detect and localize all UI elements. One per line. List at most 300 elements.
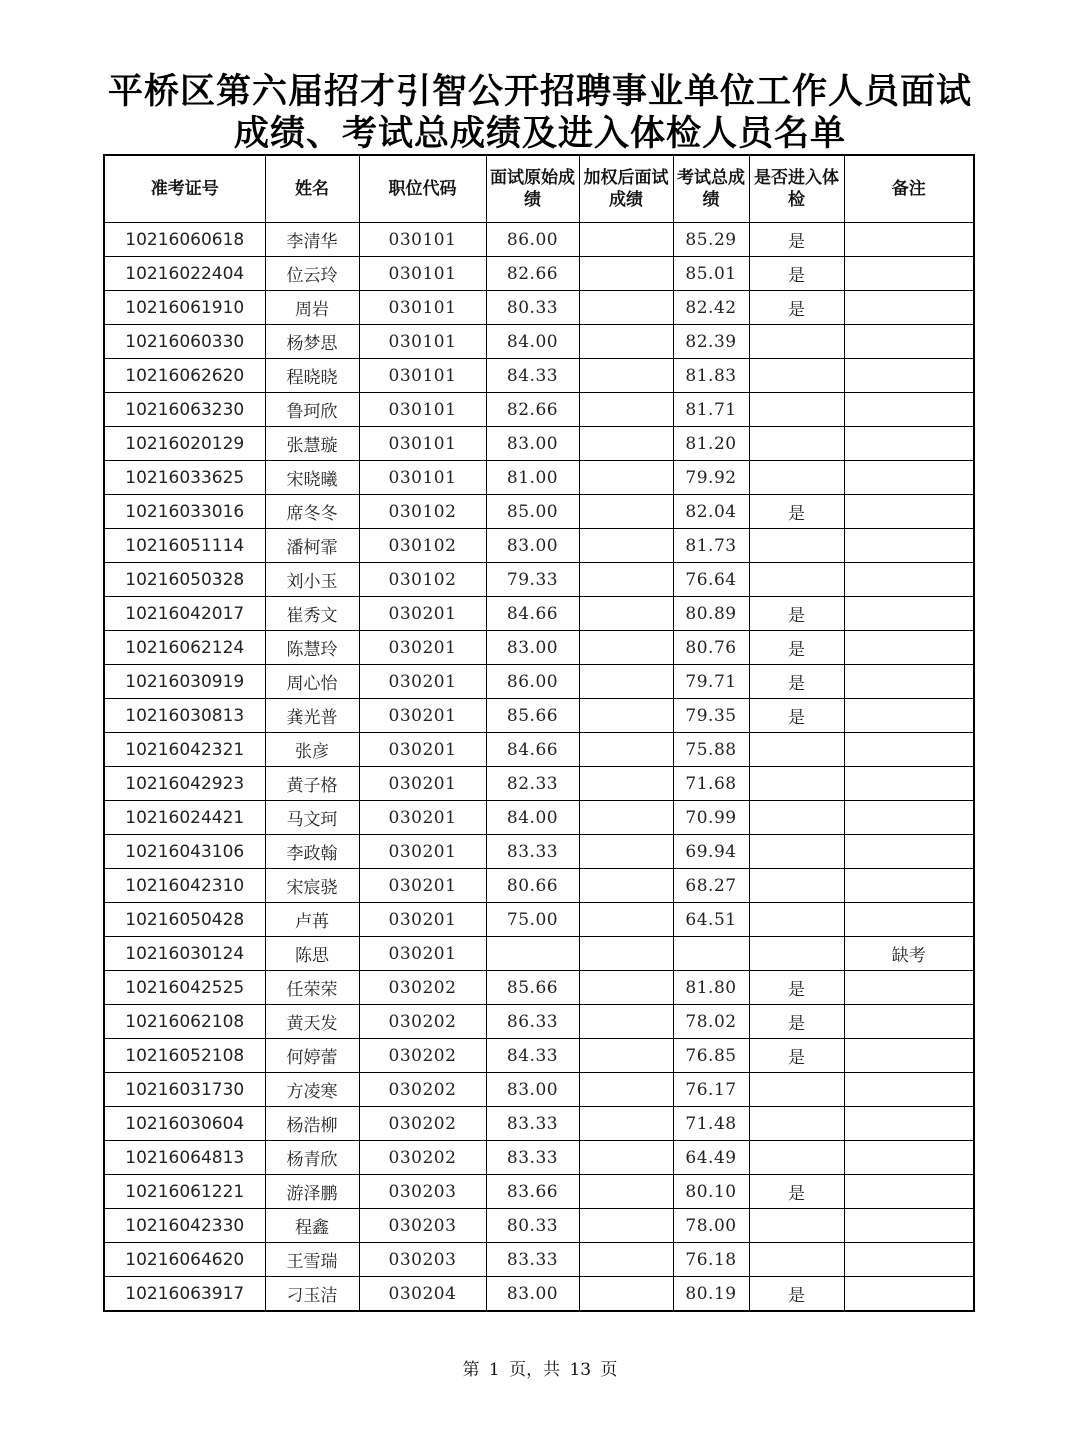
total-score-cell: 82.39: [673, 325, 749, 359]
total-score-cell: 76.18: [673, 1243, 749, 1277]
position-code-cell: 030102: [359, 529, 486, 563]
physical-exam-cell: [749, 1209, 844, 1243]
total-score-cell: 79.35: [673, 699, 749, 733]
physical-exam-cell: [749, 903, 844, 937]
physical-exam-cell: 是: [749, 631, 844, 665]
total-score-cell: 78.00: [673, 1209, 749, 1243]
interview-raw-score-cell: 79.33: [486, 563, 579, 597]
table-row: [104, 767, 974, 801]
position-code-cell: 030204: [359, 1277, 486, 1312]
remark-cell: [844, 291, 974, 325]
name-cell: 陈思: [265, 937, 359, 971]
total-score-cell: 85.01: [673, 257, 749, 291]
interview-raw-score-cell: 84.00: [486, 801, 579, 835]
remark-cell: [844, 767, 974, 801]
physical-exam-cell: [749, 461, 844, 495]
name-cell: 位云玲: [265, 257, 359, 291]
remark-cell: [844, 801, 974, 835]
header-physical-exam: 是否进入体检: [749, 155, 844, 223]
weighted-score-cell: [579, 1243, 673, 1277]
exam-id-cell: 10216020129: [104, 427, 265, 461]
exam-id-cell: 10216052108: [104, 1039, 265, 1073]
position-code-cell: 030202: [359, 1141, 486, 1175]
remark-cell: [844, 699, 974, 733]
remark-cell: [844, 631, 974, 665]
name-cell: 马文珂: [265, 801, 359, 835]
remark-cell: [844, 1107, 974, 1141]
remark-cell: [844, 359, 974, 393]
exam-id-cell: 10216042017: [104, 597, 265, 631]
physical-exam-cell: [749, 1243, 844, 1277]
name-cell: 陈慧玲: [265, 631, 359, 665]
position-code-cell: 030102: [359, 495, 486, 529]
physical-exam-cell: 是: [749, 257, 844, 291]
total-score-cell: 70.99: [673, 801, 749, 835]
exam-id-cell: 10216051114: [104, 529, 265, 563]
remark-cell: [844, 1243, 974, 1277]
table-row: [104, 733, 974, 767]
exam-id-cell: 10216042321: [104, 733, 265, 767]
interview-raw-score-cell: 82.66: [486, 393, 579, 427]
table-row: [104, 257, 974, 291]
table-row: [104, 427, 974, 461]
weighted-score-cell: [579, 971, 673, 1005]
position-code-cell: 030203: [359, 1175, 486, 1209]
exam-id-cell: 10216050328: [104, 563, 265, 597]
weighted-score-cell: [579, 903, 673, 937]
remark-cell: [844, 1073, 974, 1107]
remark-cell: [844, 495, 974, 529]
total-score-cell: 71.68: [673, 767, 749, 801]
interview-raw-score-cell: 86.33: [486, 1005, 579, 1039]
remark-cell: [844, 971, 974, 1005]
exam-id-cell: 10216042525: [104, 971, 265, 1005]
exam-id-cell: 10216033625: [104, 461, 265, 495]
header-weighted-interview-score: 加权后面试成绩: [579, 155, 673, 223]
exam-id-cell: 10216030919: [104, 665, 265, 699]
name-cell: 周岩: [265, 291, 359, 325]
weighted-score-cell: [579, 1107, 673, 1141]
header-exam-id: 准考证号: [104, 155, 265, 223]
interview-raw-score-cell: 84.00: [486, 325, 579, 359]
interview-raw-score-cell: 83.33: [486, 1107, 579, 1141]
total-score-cell: [673, 937, 749, 971]
total-score-cell: 71.48: [673, 1107, 749, 1141]
name-cell: 宋晓曦: [265, 461, 359, 495]
name-cell: 李政翰: [265, 835, 359, 869]
position-code-cell: 030201: [359, 699, 486, 733]
physical-exam-cell: [749, 1073, 844, 1107]
table-row: [104, 597, 974, 631]
weighted-score-cell: [579, 699, 673, 733]
weighted-score-cell: [579, 835, 673, 869]
table-row: [104, 631, 974, 665]
position-code-cell: 030203: [359, 1209, 486, 1243]
exam-id-cell: 10216024421: [104, 801, 265, 835]
table-row: [104, 1107, 974, 1141]
total-score-cell: 76.85: [673, 1039, 749, 1073]
weighted-score-cell: [579, 869, 673, 903]
name-cell: 游泽鹏: [265, 1175, 359, 1209]
interview-raw-score-cell: 83.00: [486, 427, 579, 461]
physical-exam-cell: [749, 1141, 844, 1175]
name-cell: 龚光普: [265, 699, 359, 733]
exam-id-cell: 10216031730: [104, 1073, 265, 1107]
total-score-cell: 81.83: [673, 359, 749, 393]
remark-cell: 缺考: [844, 937, 974, 971]
physical-exam-cell: 是: [749, 1039, 844, 1073]
position-code-cell: 030101: [359, 325, 486, 359]
interview-raw-score-cell: 85.66: [486, 699, 579, 733]
weighted-score-cell: [579, 631, 673, 665]
weighted-score-cell: [579, 291, 673, 325]
weighted-score-cell: [579, 223, 673, 257]
position-code-cell: 030202: [359, 1107, 486, 1141]
position-code-cell: 030101: [359, 257, 486, 291]
interview-raw-score-cell: 80.33: [486, 1209, 579, 1243]
exam-id-cell: 10216061221: [104, 1175, 265, 1209]
name-cell: 黄子格: [265, 767, 359, 801]
name-cell: 王雪瑞: [265, 1243, 359, 1277]
name-cell: 鲁珂欣: [265, 393, 359, 427]
physical-exam-cell: [749, 529, 844, 563]
name-cell: 刁玉洁: [265, 1277, 359, 1312]
interview-raw-score-cell: 86.00: [486, 223, 579, 257]
physical-exam-cell: [749, 325, 844, 359]
total-score-cell: 85.29: [673, 223, 749, 257]
exam-id-cell: 10216064620: [104, 1243, 265, 1277]
table-row: [104, 563, 974, 597]
name-cell: 黄天发: [265, 1005, 359, 1039]
total-score-cell: 69.94: [673, 835, 749, 869]
weighted-score-cell: [579, 1277, 673, 1312]
name-cell: 周心怡: [265, 665, 359, 699]
position-code-cell: 030201: [359, 801, 486, 835]
interview-raw-score-cell: 75.00: [486, 903, 579, 937]
exam-id-cell: 10216033016: [104, 495, 265, 529]
name-cell: 杨青欣: [265, 1141, 359, 1175]
position-code-cell: 030101: [359, 461, 486, 495]
total-score-cell: 75.88: [673, 733, 749, 767]
exam-id-cell: 10216062108: [104, 1005, 265, 1039]
remark-cell: [844, 1039, 974, 1073]
total-score-cell: 82.04: [673, 495, 749, 529]
physical-exam-cell: [749, 937, 844, 971]
name-cell: 席冬冬: [265, 495, 359, 529]
name-cell: 方凌寒: [265, 1073, 359, 1107]
total-score-cell: 78.02: [673, 1005, 749, 1039]
position-code-cell: 030201: [359, 597, 486, 631]
position-code-cell: 030102: [359, 563, 486, 597]
name-cell: 杨浩柳: [265, 1107, 359, 1141]
physical-exam-cell: [749, 767, 844, 801]
position-code-cell: 030202: [359, 1073, 486, 1107]
position-code-cell: 030203: [359, 1243, 486, 1277]
name-cell: 杨梦思: [265, 325, 359, 359]
position-code-cell: 030101: [359, 427, 486, 461]
weighted-score-cell: [579, 767, 673, 801]
physical-exam-cell: [749, 563, 844, 597]
weighted-score-cell: [579, 1209, 673, 1243]
table-row: [104, 1243, 974, 1277]
total-score-cell: 81.71: [673, 393, 749, 427]
name-cell: 任荣荣: [265, 971, 359, 1005]
interview-raw-score-cell: 85.00: [486, 495, 579, 529]
remark-cell: [844, 257, 974, 291]
interview-raw-score-cell: 84.33: [486, 359, 579, 393]
physical-exam-cell: [749, 1107, 844, 1141]
interview-raw-score-cell: 81.00: [486, 461, 579, 495]
position-code-cell: 030101: [359, 359, 486, 393]
interview-raw-score-cell: 83.33: [486, 835, 579, 869]
total-score-cell: 82.42: [673, 291, 749, 325]
header-total-score: 考试总成绩: [673, 155, 749, 223]
position-code-cell: 030202: [359, 1039, 486, 1073]
physical-exam-cell: [749, 835, 844, 869]
physical-exam-cell: [749, 869, 844, 903]
interview-raw-score-cell: 83.66: [486, 1175, 579, 1209]
position-code-cell: 030202: [359, 971, 486, 1005]
weighted-score-cell: [579, 359, 673, 393]
interview-raw-score-cell: 83.00: [486, 1073, 579, 1107]
remark-cell: [844, 903, 974, 937]
physical-exam-cell: 是: [749, 223, 844, 257]
interview-raw-score-cell: 80.66: [486, 869, 579, 903]
weighted-score-cell: [579, 1141, 673, 1175]
total-score-cell: 80.19: [673, 1277, 749, 1312]
total-score-cell: 79.71: [673, 665, 749, 699]
physical-exam-cell: 是: [749, 1175, 844, 1209]
remark-cell: [844, 223, 974, 257]
exam-id-cell: 10216063917: [104, 1277, 265, 1312]
remark-cell: [844, 563, 974, 597]
position-code-cell: 030101: [359, 393, 486, 427]
exam-id-cell: 10216060618: [104, 223, 265, 257]
name-cell: 李清华: [265, 223, 359, 257]
table-row: [104, 801, 974, 835]
physical-exam-cell: [749, 427, 844, 461]
table-row: [104, 665, 974, 699]
position-code-cell: 030201: [359, 835, 486, 869]
weighted-score-cell: [579, 325, 673, 359]
exam-id-cell: 10216030813: [104, 699, 265, 733]
weighted-score-cell: [579, 733, 673, 767]
physical-exam-cell: 是: [749, 699, 844, 733]
exam-id-cell: 10216061910: [104, 291, 265, 325]
table-row: [104, 495, 974, 529]
remark-cell: [844, 1209, 974, 1243]
table-row: [104, 1039, 974, 1073]
position-code-cell: 030201: [359, 665, 486, 699]
total-score-cell: 80.89: [673, 597, 749, 631]
interview-raw-score-cell: 83.33: [486, 1243, 579, 1277]
weighted-score-cell: [579, 427, 673, 461]
table-row: [104, 291, 974, 325]
exam-id-cell: 10216030124: [104, 937, 265, 971]
remark-cell: [844, 1175, 974, 1209]
interview-raw-score-cell: 83.00: [486, 631, 579, 665]
exam-id-cell: 10216050428: [104, 903, 265, 937]
physical-exam-cell: 是: [749, 1277, 844, 1312]
interview-raw-score-cell: 83.00: [486, 1277, 579, 1312]
weighted-score-cell: [579, 461, 673, 495]
interview-raw-score-cell: 85.66: [486, 971, 579, 1005]
name-cell: 张慧璇: [265, 427, 359, 461]
remark-cell: [844, 427, 974, 461]
table-row: [104, 937, 974, 971]
table-row: [104, 1209, 974, 1243]
weighted-score-cell: [579, 1073, 673, 1107]
position-code-cell: 030201: [359, 767, 486, 801]
position-code-cell: 030201: [359, 869, 486, 903]
table-row: [104, 359, 974, 393]
physical-exam-cell: [749, 359, 844, 393]
interview-raw-score-cell: 83.00: [486, 529, 579, 563]
remark-cell: [844, 665, 974, 699]
page-number: 第 1 页，共 13 页: [462, 1360, 618, 1380]
name-cell: 宋宸骁: [265, 869, 359, 903]
table-row: [104, 699, 974, 733]
table-row: [104, 1005, 974, 1039]
total-score-cell: 64.51: [673, 903, 749, 937]
total-score-cell: 81.73: [673, 529, 749, 563]
position-code-cell: 030202: [359, 1005, 486, 1039]
name-cell: 崔秀文: [265, 597, 359, 631]
position-code-cell: 030201: [359, 733, 486, 767]
table-row: [104, 1277, 974, 1312]
remark-cell: [844, 835, 974, 869]
header-name: 姓名: [265, 155, 359, 223]
weighted-score-cell: [579, 665, 673, 699]
name-cell: 刘小玉: [265, 563, 359, 597]
position-code-cell: 030201: [359, 937, 486, 971]
remark-cell: [844, 733, 974, 767]
table-row: [104, 325, 974, 359]
name-cell: 程鑫: [265, 1209, 359, 1243]
interview-raw-score-cell: 84.66: [486, 597, 579, 631]
physical-exam-cell: [749, 393, 844, 427]
name-cell: 程晓晓: [265, 359, 359, 393]
header-remark: 备注: [844, 155, 974, 223]
interview-raw-score-cell: 84.66: [486, 733, 579, 767]
interview-raw-score-cell: 82.33: [486, 767, 579, 801]
exam-id-cell: 10216064813: [104, 1141, 265, 1175]
remark-cell: [844, 325, 974, 359]
table-row: [104, 529, 974, 563]
remark-cell: [844, 1277, 974, 1312]
total-score-cell: 80.10: [673, 1175, 749, 1209]
exam-id-cell: 10216062124: [104, 631, 265, 665]
table-row: [104, 393, 974, 427]
weighted-score-cell: [579, 529, 673, 563]
physical-exam-cell: 是: [749, 291, 844, 325]
total-score-cell: 79.92: [673, 461, 749, 495]
table-row: [104, 869, 974, 903]
total-score-cell: 64.49: [673, 1141, 749, 1175]
name-cell: 张彦: [265, 733, 359, 767]
position-code-cell: 030201: [359, 631, 486, 665]
weighted-score-cell: [579, 495, 673, 529]
header-position-code: 职位代码: [359, 155, 486, 223]
name-cell: 何婷蕾: [265, 1039, 359, 1073]
position-code-cell: 030201: [359, 903, 486, 937]
interview-raw-score-cell: 86.00: [486, 665, 579, 699]
results-table: [103, 154, 975, 1312]
header-interview-raw-score: 面试原始成绩: [486, 155, 579, 223]
total-score-cell: 76.17: [673, 1073, 749, 1107]
weighted-score-cell: [579, 393, 673, 427]
physical-exam-cell: [749, 801, 844, 835]
exam-id-cell: 10216063230: [104, 393, 265, 427]
name-cell: 潘柯霏: [265, 529, 359, 563]
weighted-score-cell: [579, 257, 673, 291]
interview-raw-score-cell: 82.66: [486, 257, 579, 291]
table-row: [104, 1175, 974, 1209]
exam-id-cell: 10216060330: [104, 325, 265, 359]
physical-exam-cell: 是: [749, 597, 844, 631]
table-row: [104, 223, 974, 257]
total-score-cell: 81.80: [673, 971, 749, 1005]
table-header-row: [104, 155, 974, 223]
table-body: [104, 223, 974, 1312]
total-score-cell: 76.64: [673, 563, 749, 597]
physical-exam-cell: 是: [749, 665, 844, 699]
physical-exam-cell: 是: [749, 495, 844, 529]
table-row: [104, 903, 974, 937]
weighted-score-cell: [579, 1039, 673, 1073]
exam-id-cell: 10216022404: [104, 257, 265, 291]
interview-raw-score-cell: 80.33: [486, 291, 579, 325]
physical-exam-cell: 是: [749, 1005, 844, 1039]
table-row: [104, 835, 974, 869]
exam-id-cell: 10216030604: [104, 1107, 265, 1141]
document-title-line-1: 平桥区第六届招才引智公开招聘事业单位工作人员面试: [107, 72, 972, 112]
remark-cell: [844, 461, 974, 495]
document-title-line-2: 成绩、考试总成绩及进入体检人员名单: [233, 114, 846, 154]
table-row: [104, 1141, 974, 1175]
weighted-score-cell: [579, 563, 673, 597]
total-score-cell: 68.27: [673, 869, 749, 903]
remark-cell: [844, 1005, 974, 1039]
weighted-score-cell: [579, 937, 673, 971]
exam-id-cell: 10216043106: [104, 835, 265, 869]
table-row: [104, 461, 974, 495]
weighted-score-cell: [579, 801, 673, 835]
table-row: [104, 971, 974, 1005]
total-score-cell: 81.20: [673, 427, 749, 461]
name-cell: 卢苒: [265, 903, 359, 937]
total-score-cell: 80.76: [673, 631, 749, 665]
exam-id-cell: 10216042310: [104, 869, 265, 903]
physical-exam-cell: [749, 733, 844, 767]
position-code-cell: 030101: [359, 291, 486, 325]
remark-cell: [844, 597, 974, 631]
remark-cell: [844, 393, 974, 427]
exam-id-cell: 10216042330: [104, 1209, 265, 1243]
interview-raw-score-cell: 84.33: [486, 1039, 579, 1073]
interview-raw-score-cell: [486, 937, 579, 971]
table-row: [104, 1073, 974, 1107]
weighted-score-cell: [579, 1175, 673, 1209]
physical-exam-cell: 是: [749, 971, 844, 1005]
remark-cell: [844, 1141, 974, 1175]
position-code-cell: 030101: [359, 223, 486, 257]
weighted-score-cell: [579, 597, 673, 631]
weighted-score-cell: [579, 1005, 673, 1039]
exam-id-cell: 10216042923: [104, 767, 265, 801]
interview-raw-score-cell: 83.33: [486, 1141, 579, 1175]
remark-cell: [844, 529, 974, 563]
